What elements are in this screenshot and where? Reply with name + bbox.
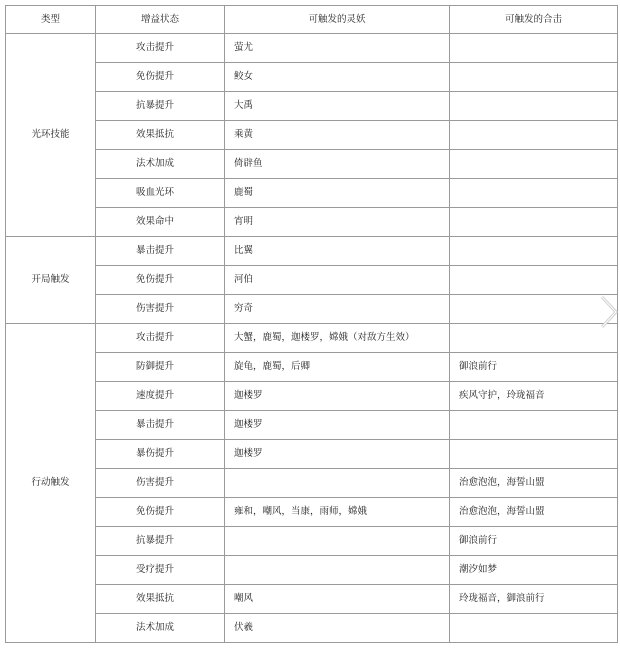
- header-yao: 可触发的灵妖: [225, 6, 450, 34]
- combo-cell: [450, 92, 618, 121]
- buff-cell: 法术加成: [96, 614, 225, 643]
- buff-cell: 暴击提升: [96, 411, 225, 440]
- header-type: 类型: [6, 6, 96, 34]
- table-row: [6, 382, 618, 411]
- buff-cell: 暴击提升: [96, 237, 225, 266]
- table-row: [6, 92, 618, 121]
- table-row: [6, 150, 618, 179]
- header-buff: 增益状态: [96, 6, 225, 34]
- buff-cell: 吸血光环: [96, 179, 225, 208]
- yao-cell: 旋龟，鹿蜀，后卿: [225, 353, 450, 382]
- chevron-right-icon[interactable]: [598, 295, 620, 329]
- type-cell: 行动触发: [6, 324, 96, 643]
- yao-cell: 乘黄: [225, 121, 450, 150]
- buff-cell: 免伤提升: [96, 266, 225, 295]
- table-row: [6, 179, 618, 208]
- buff-table: [5, 5, 618, 643]
- type-cell: 光环技能: [6, 34, 96, 237]
- buff-cell: 伤害提升: [96, 295, 225, 324]
- combo-cell: [450, 266, 618, 295]
- yao-cell: 大禹: [225, 92, 450, 121]
- combo-cell: 御浪前行: [450, 353, 618, 382]
- yao-cell: 雍和，嘲风，当康，雨师，嫦娥: [225, 498, 450, 527]
- buff-cell: 免伤提升: [96, 63, 225, 92]
- combo-cell: [450, 63, 618, 92]
- table-body: [6, 34, 618, 643]
- combo-cell: [450, 324, 618, 353]
- combo-cell: [450, 208, 618, 237]
- yao-cell: 倚辟鱼: [225, 150, 450, 179]
- yao-cell: 迦楼罗: [225, 382, 450, 411]
- combo-cell: [450, 34, 618, 63]
- yao-cell: 比翼: [225, 237, 450, 266]
- yao-cell: [225, 469, 450, 498]
- buff-cell: 抗暴提升: [96, 527, 225, 556]
- table-header-row: [6, 6, 618, 34]
- combo-cell: [450, 440, 618, 469]
- combo-cell: 疾风守护，玲珑福音: [450, 382, 618, 411]
- combo-cell: [450, 179, 618, 208]
- yao-cell: 河伯: [225, 266, 450, 295]
- table-row: [6, 498, 618, 527]
- table-row: [6, 63, 618, 92]
- buff-cell: 速度提升: [96, 382, 225, 411]
- table-row: [6, 556, 618, 585]
- combo-cell: [450, 237, 618, 266]
- table-row: [6, 614, 618, 643]
- table-row: [6, 585, 618, 614]
- table-row: [6, 527, 618, 556]
- yao-cell: 萤尤: [225, 34, 450, 63]
- table-row: [6, 440, 618, 469]
- buff-cell: 法术加成: [96, 150, 225, 179]
- buff-cell: 抗暴提升: [96, 92, 225, 121]
- table-row: [6, 121, 618, 150]
- combo-cell: [450, 121, 618, 150]
- combo-cell: 治愈泡泡，海誓山盟: [450, 469, 618, 498]
- buff-cell: 伤害提升: [96, 469, 225, 498]
- table-row: [6, 469, 618, 498]
- yao-cell: [225, 556, 450, 585]
- table-row: [6, 295, 618, 324]
- table-row: [6, 266, 618, 295]
- table-row: [6, 237, 618, 266]
- combo-cell: [450, 150, 618, 179]
- yao-cell: 宵明: [225, 208, 450, 237]
- combo-cell: 玲珑福音，御浪前行: [450, 585, 618, 614]
- combo-cell: 潮汐如梦: [450, 556, 618, 585]
- table-row: [6, 324, 618, 353]
- yao-cell: 穷奇: [225, 295, 450, 324]
- buff-cell: 免伤提升: [96, 498, 225, 527]
- yao-cell: 迦楼罗: [225, 411, 450, 440]
- buff-cell: 效果命中: [96, 208, 225, 237]
- combo-cell: [450, 411, 618, 440]
- combo-cell: [450, 614, 618, 643]
- buff-table-container: [5, 5, 618, 643]
- table-row: [6, 208, 618, 237]
- yao-cell: 伏羲: [225, 614, 450, 643]
- buff-cell: 暴伤提升: [96, 440, 225, 469]
- table-row: [6, 353, 618, 382]
- table-row: [6, 34, 618, 63]
- combo-cell: 治愈泡泡，海誓山盟: [450, 498, 618, 527]
- buff-cell: 效果抵抗: [96, 121, 225, 150]
- yao-cell: 嘲风: [225, 585, 450, 614]
- yao-cell: 鲛女: [225, 63, 450, 92]
- header-combo: 可触发的合击: [450, 6, 618, 34]
- type-cell: 开局触发: [6, 237, 96, 324]
- yao-cell: [225, 527, 450, 556]
- buff-cell: 受疗提升: [96, 556, 225, 585]
- combo-cell: 御浪前行: [450, 527, 618, 556]
- buff-cell: 攻击提升: [96, 324, 225, 353]
- buff-cell: 防御提升: [96, 353, 225, 382]
- yao-cell: 迦楼罗: [225, 440, 450, 469]
- yao-cell: 大蟹，鹿蜀，迦楼罗，嫦娥（对敌方生效）: [225, 324, 450, 353]
- table-row: [6, 411, 618, 440]
- yao-cell: 鹿蜀: [225, 179, 450, 208]
- buff-cell: 攻击提升: [96, 34, 225, 63]
- combo-cell: [450, 295, 618, 324]
- buff-cell: 效果抵抗: [96, 585, 225, 614]
